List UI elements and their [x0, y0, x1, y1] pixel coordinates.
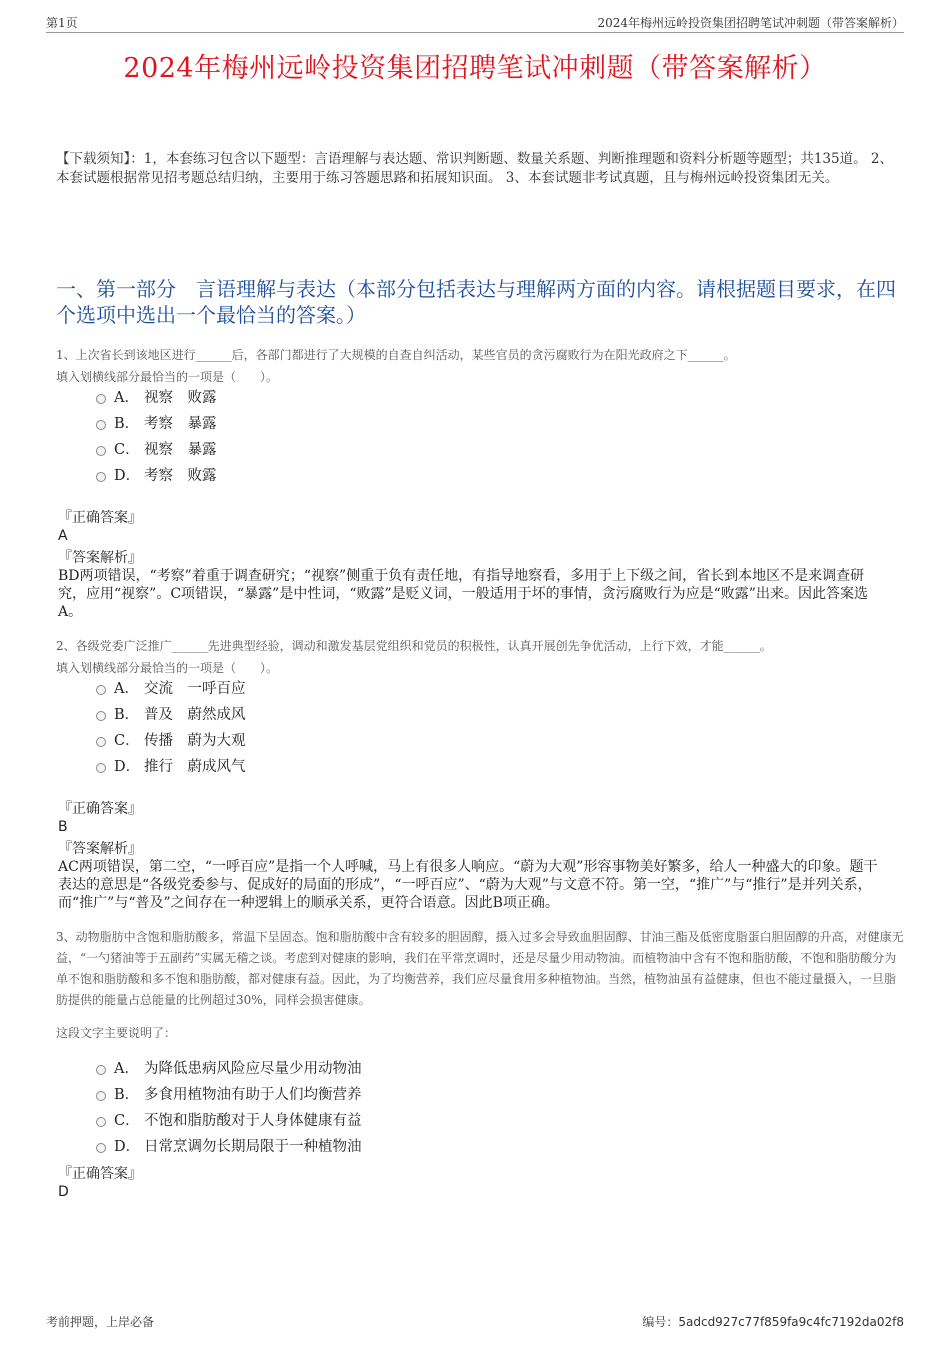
radio-button-icon[interactable]: [96, 1143, 106, 1153]
option-text: 考察 暴露: [144, 416, 217, 432]
question-1-stem: 1、上次省长到该地区进行______后，各部门都进行了大规模的自查自纠活动，某些官员的贪污腐败行为在阳光政府之下______。: [56, 348, 736, 362]
option-text: 为降低患病风险应尽量少用动物油: [144, 1061, 362, 1077]
radio-button-icon[interactable]: [96, 472, 106, 482]
question-3-answer: D: [58, 1184, 69, 1200]
option-text: 普及 蔚然成风: [144, 707, 246, 723]
document-title: 2024年梅州远岭投资集团招聘笔试冲刺题（带答案解析）: [123, 53, 827, 84]
question-3-stem: 3、动物脂肪中含饱和脂肪酸多，常温下呈固态。饱和脂肪酸中含有较多的胆固醇，摄入过多会导致血胆固醇、甘油三酯及低密度脂蛋白胆固醇的升高，对健康无益，“一勺猪油等于五副药”实属无稽之谈。考虑到对健康的影响，我们在平常烹调时，还是尽量少用动物油。而植物油中含有不饱和脂肪酸，不饱和脂肪酸分为单不饱和脂肪酸和多不饱和脂肪酸，都对健康有益。因此，为了均衡营养，我们应尽量食用多种植物油。当然，植物油虽有益健康，但也不能过量摄入，一旦脂肪提供的能量占总能量的比例超过30%，同样会损害健康。: [56, 930, 904, 1007]
option-text: 日常烹调勿长期局限于一种植物油: [144, 1139, 362, 1155]
option-text: 视察 暴露: [144, 442, 217, 458]
radio-button-icon[interactable]: [96, 446, 106, 456]
option-text: 考察 败露: [144, 468, 217, 484]
radio-button-icon[interactable]: [96, 1065, 106, 1075]
serial-number: 5adcd927c77f859fa9c4fc7192da02f8: [678, 1315, 904, 1329]
option-letter: A．: [114, 390, 139, 406]
question-1-analysis: BD两项错误，“考察”着重于调查研究；“视察”侧重于负有责任地，有指导地察看，多用于上下级之间，省长到本地区不是来调查研究，应用“视察”。C项错误，“暴露”是中性词，“败露”是贬义词，一般适用于坏的事情，贪污腐败行为应是“败露”出来。因此答案选A。: [58, 568, 868, 620]
question-2-analysis: AC两项错误，第二空，“一呼百应”是指一个人呼喊，马上有很多人响应。“蔚为大观”形容事物美好繁多，给人一种盛大的印象。题干表达的意思是“各级党委参与、促成好的局面的形成”，“一呼百应”、“蔚为大观”与文意不符。第一空，“推广”与“推行”是并列关系，而“推广”与“普及”之间存在一种逻辑上的顺承关系，更符合语意。因此B项正确。: [58, 859, 878, 911]
header-doc-title: 2024年梅州远岭投资集团招聘笔试冲刺题（带答案解析）: [597, 16, 904, 30]
question-1-answer-label: 『正确答案』: [58, 510, 142, 526]
question-2-analysis-label: 『答案解析』: [58, 841, 142, 857]
option-letter: A．: [114, 681, 139, 697]
question-2-prompt: 填入划横线部分最恰当的一项是（ ）。: [56, 661, 279, 675]
option-letter: B．: [114, 707, 140, 723]
radio-button-icon[interactable]: [96, 685, 106, 695]
download-notice: 【下载须知】：1，本套练习包含以下题型：言语理解与表达题、常识判断题、数量关系题、判断推理题和资料分析题等题型；共135道。 2、本套试题根据常见招考题总结归纳，主要用于练习答题思路和拓展知识面。 3、本套试题非考试真题，且与梅州远岭投资集团无关。: [56, 151, 893, 186]
page-number: 第1页: [46, 16, 78, 30]
option-letter: D．: [114, 1139, 141, 1155]
option-letter: C．: [114, 733, 140, 749]
question-1-answer: A: [58, 528, 68, 544]
option-text: 传播 蔚为大观: [144, 733, 246, 749]
radio-button-icon[interactable]: [96, 1091, 106, 1101]
question-2-answer-label: 『正确答案』: [58, 801, 142, 817]
page-header: [46, 14, 904, 33]
option-letter: C．: [114, 442, 140, 458]
serial-label: 编号：: [642, 1315, 679, 1329]
question-1-analysis-label: 『答案解析』: [58, 550, 142, 566]
option-text: 视察 败露: [144, 390, 217, 406]
option-letter: C．: [114, 1113, 140, 1129]
option-text: 推行 蔚成风气: [144, 759, 246, 775]
radio-button-icon[interactable]: [96, 763, 106, 773]
footer-slogan: 考前押题，上岸必备: [46, 1315, 155, 1329]
radio-button-icon[interactable]: [96, 394, 106, 404]
option-letter: B．: [114, 1087, 140, 1103]
question-2-stem: 2、各级党委广泛推广______先进典型经验，调动和激发基层党组织和党员的积极性，认真开展创先争优活动，上行下效，才能______。: [56, 639, 772, 653]
option-letter: D．: [114, 759, 141, 775]
section-heading: 一、第一部分 言语理解与表达（本部分包括表达与理解两方面的内容。请根据题目要求，在四个选项中选出一个最恰当的答案。）: [56, 277, 896, 327]
radio-button-icon[interactable]: [96, 737, 106, 747]
radio-button-icon[interactable]: [96, 420, 106, 430]
option-letter: D．: [114, 468, 141, 484]
option-letter: B．: [114, 416, 140, 432]
radio-button-icon[interactable]: [96, 711, 106, 721]
option-text: 不饱和脂肪酸对于人身体健康有益: [144, 1113, 362, 1129]
option-letter: A．: [114, 1061, 139, 1077]
option-text: 交流 一呼百应: [144, 681, 246, 697]
footer-serial: [642, 1313, 904, 1330]
question-2-answer: B: [58, 819, 68, 835]
question-3-prompt: 这段文字主要说明了：: [56, 1026, 177, 1040]
question-1-prompt: 填入划横线部分最恰当的一项是（ ）。: [56, 370, 279, 384]
question-3-answer-label: 『正确答案』: [58, 1166, 142, 1182]
radio-button-icon[interactable]: [96, 1117, 106, 1127]
option-text: 多食用植物油有助于人们均衡营养: [144, 1087, 362, 1103]
